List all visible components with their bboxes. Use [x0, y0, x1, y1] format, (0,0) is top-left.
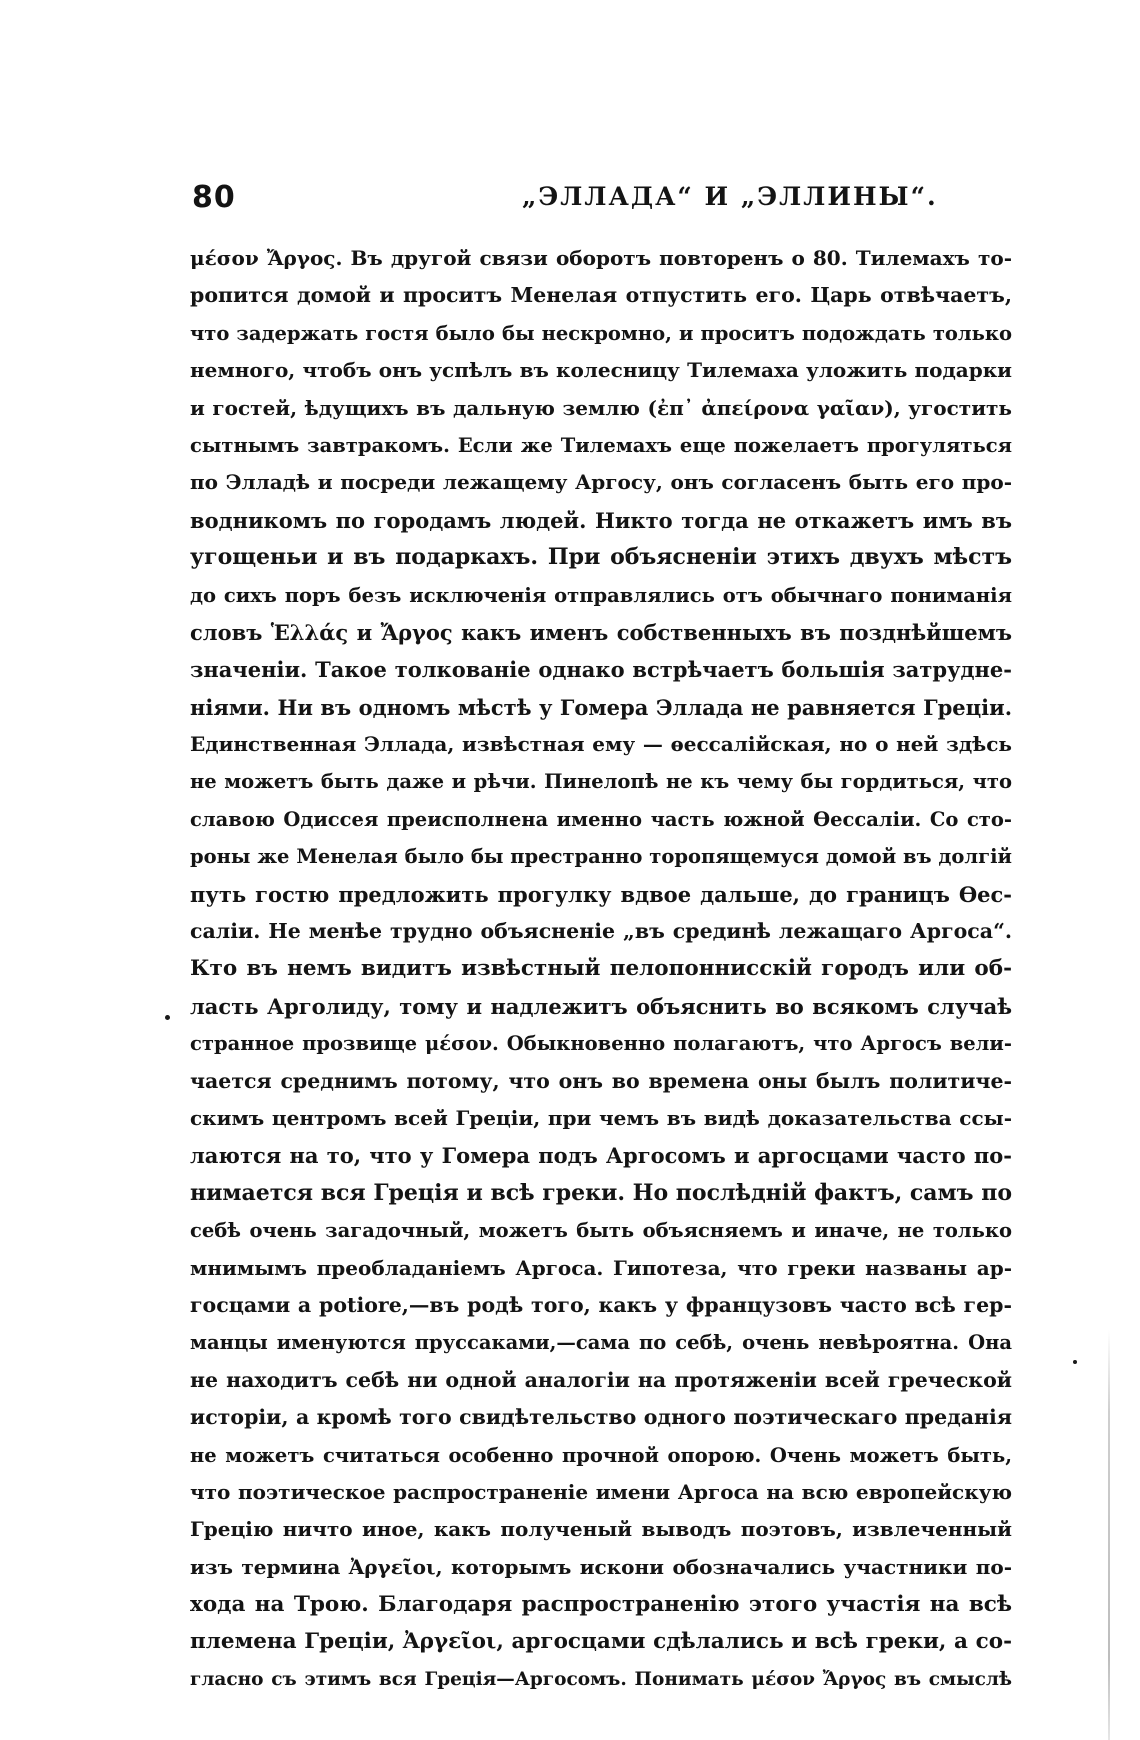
text-line: μέσον Ἄργος. Въ другой связи оборотъ повторенъ о 80. Тилемахъ то-	[190, 246, 1012, 270]
text-line: и гостей, ѣдущихъ въ дальную землю (ἐπ᾽ ἀπείρονα γαῖαν), угостить	[190, 395, 1012, 420]
page-number: 80	[192, 180, 236, 215]
text-line: исторіи, а кромѣ того свидѣтельство одного поэтическаго преданія	[190, 1405, 1012, 1430]
text-line: не находитъ себѣ ни одной аналогіи на протяженіи всей греческой	[190, 1367, 1012, 1392]
text-line: угощеньи и въ подаркахъ. При объясненіи этихъ двухъ мѣстъ	[190, 544, 1012, 571]
text-line: госцами а potiore,—въ родѣ того, какъ у французовъ часто всѣ гер-	[190, 1292, 1012, 1317]
text-line: путь гостю предложить прогулку вдвое дальше, до границъ Ѳес-	[190, 881, 1012, 907]
text-line: ніями. Ни въ одномъ мѣстѣ у Гомера Эллада не равняется Греціи.	[190, 694, 1012, 720]
text-line: водникомъ по городамъ людей. Никто тогда не откажетъ имъ въ	[190, 507, 1012, 533]
text-line: по Элладѣ и посреди лежащему Аргосу, онъ согласенъ быть его про-	[190, 470, 1012, 495]
text-line: что поэтическое распространеніе имени Аргоса на всю европейскую	[190, 1479, 1012, 1504]
body-text	[190, 240, 1012, 1698]
text-line: племена Греціи, Ἀργεῖοι, аргосцами сдѣлались и всѣ греки, а со-	[190, 1629, 1012, 1655]
text-line: сытнымъ завтракомъ. Если же Тилемахъ еще пожелаетъ прогуляться	[190, 433, 1012, 457]
text-line: мнимымъ преобладаніемъ Аргоса. Гипотеза, что греки названы ар-	[190, 1255, 1012, 1280]
text-line: нимается вся Греція и всѣ греки. Но послѣдній фактъ, самъ по	[190, 1179, 1012, 1206]
text-line: манцы именуются пруссаками,—сама по себѣ, очень невѣроятна. Она	[190, 1331, 1012, 1355]
text-line: ропится домой и проситъ Менелая отпустить его. Царь отвѣчаетъ,	[190, 283, 1012, 308]
text-line: не можетъ считаться особенно прочной опорою. Очень можетъ быть,	[190, 1443, 1012, 1467]
text-line: хода на Трою. Благодаря распространенію этого участія на всѣ	[190, 1592, 1012, 1618]
text-line: скимъ центромъ всей Греціи, при чемъ въ видѣ доказательства ссы-	[190, 1105, 1012, 1130]
text-line: гласно съ этимъ вся Греція—Аргосомъ. Понимать μέσον Ἄργος въ смыслѣ	[190, 1668, 1012, 1690]
text-line: странное прозвище μέσον. Обыкновенно полагаютъ, что Аргосъ вели-	[190, 1032, 1012, 1056]
text-line: изъ термина Ἀργεῖοι, которымъ искони обозначались участники по-	[190, 1554, 1012, 1579]
scan-speck	[1073, 1360, 1077, 1364]
page-edge-shadow	[1108, 1330, 1110, 1740]
text-line: саліи. Не менѣе трудно объясненіе „въ срединѣ лежащаго Аргоса“.	[190, 919, 1012, 944]
text-line: немного, чтобъ онъ успѣлъ въ колесницу Тилемаха уложить подарки	[190, 358, 1012, 383]
text-line: не можетъ быть даже и рѣчи. Пинелопѣ не къ чему бы гордиться, что	[190, 770, 1012, 794]
scan-speck	[165, 1015, 170, 1020]
page-header	[192, 180, 992, 220]
text-line: лаются на то, что у Гомера подъ Аргосомъ и аргосцами часто по-	[190, 1143, 1012, 1169]
text-line: себѣ очень загадочный, можетъ быть объясняемъ и иначе, не только	[190, 1219, 1012, 1243]
text-line: роны же Менелая было бы престранно торопящемуся домой въ долгій	[190, 845, 1012, 869]
text-line: Грецію ничто иное, какъ полученый выводъ поэтовъ, извлеченный	[190, 1517, 1012, 1542]
text-line: чается среднимъ потому, что онъ во времена оны былъ политиче-	[190, 1068, 1012, 1093]
text-line: до сихъ поръ безъ исключенія отправлялись отъ обычнаго пониманія	[190, 583, 1012, 607]
text-line: что задержать гостя было бы нескромно, и проситъ подождать только	[190, 321, 1012, 345]
text-line: славою Одиссея преисполнена именно часть южной Ѳессаліи. Со сто-	[190, 807, 1012, 831]
running-title: „ЭЛЛАДА“ И „ЭЛЛИНЫ“.	[522, 182, 938, 211]
text-line: Кто въ немъ видитъ извѣстный пелопоннисскій городъ или об-	[190, 956, 1012, 982]
text-line: Единственная Эллада, извѣстная ему — ѳессалійская, но о ней здѣсь	[190, 732, 1012, 757]
text-line: ласть Арголиду, тому и надлежитъ объяснить во всякомъ случаѣ	[190, 993, 1012, 1019]
text-line: словъ Ἑλλάς и Ἄργος какъ именъ собственныхъ въ позднѣйшемъ	[190, 619, 1012, 645]
text-line: значеніи. Такое толкованіе однако встрѣчаетъ большія затрудне-	[190, 657, 1012, 683]
